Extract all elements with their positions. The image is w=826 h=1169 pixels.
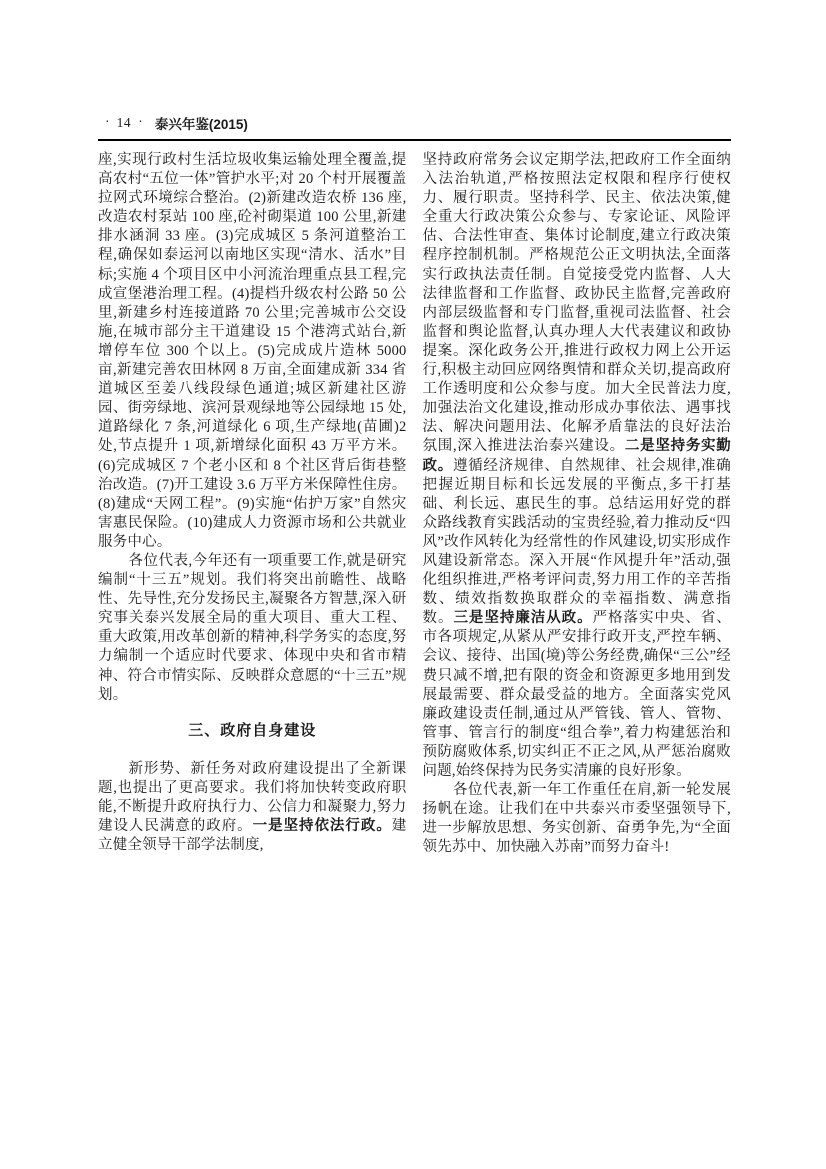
bold-point-3-clean-governance: 三是坚持廉洁从政。	[453, 610, 593, 627]
page-number: 14	[116, 115, 132, 130]
paragraph-government-cont-2: 遵循经济规律、自然规律、社会规律,准确把握近期目标和长远发展的平衡点,多干打基础、利长远、惠民生的事。总结运用好党的群众路线教育实践活动的宝贵经验,着力推动反“四风”改作风转化为经常性的作风建设,切实形成作风建设新常态。深入开展“作风提升年”活动,强化组织推进,严格考评问责,努力用工作的辛苦指数、绩效指数换取群众的幸福指数、满意指数。	[422, 457, 731, 627]
paragraph-government-cont-1: 坚持政府常务会议定期学法,把政府工作全面纳入法治轨道,严格按照法定权限和程序行使权力、履行职责。坚持科学、民主、依法决策,健全重大行政决策公众参与、专家论证、风险评估、合法性审查、集体讨论制度,建立行政决策程序控制机制。严格规范公正文明执法,全面落实行政执法责任制。自觉接受党内监督、人大法律监督和工作监督、政协民主监督,完善政府内部层级监督和专门监督,重视司法监督、社会监督和舆论监督,认真办理人大代表建议和政协提案。深化政务公开,推进行政权力网上公开运行,积极主动回应网络舆情和群众关切,提高政府工作透明度和公众参与度。加大全民普法力度,加强法治文化建设,推动形成办事依法、遇事找法、解决问题用法、化解矛盾靠法的良好法治氛围,深入推进法治泰兴建设。	[422, 152, 731, 455]
bold-point-2-pragmatic-diligence: 二是坚持务实勤政。	[422, 438, 731, 474]
text-columns	[98, 151, 731, 857]
paragraph-government-lead: 新形势、新任务对政府建设提出了全新课题,也提出了更高要求。我们将加快转变政府职能,不断提升政府执行力、公信力和凝聚力,努力建设人民满意的政府。	[98, 760, 407, 835]
header-rule	[98, 139, 731, 141]
page-header	[98, 112, 731, 134]
right-column	[423, 151, 732, 857]
book-title: 泰兴年鉴(2015)	[154, 117, 248, 132]
bold-point-1-rule-of-law: 一是坚持依法行政。	[252, 818, 392, 835]
paragraph-closing: 各位代表,新一年工作重任在肩,新一轮发展扬帆在途。让我们在中共泰兴市委坚强领导下,进一步解放思想、务实创新、奋勇争先,为“全面领先苏中、加快融入苏南”而努力奋斗!	[422, 782, 731, 856]
left-column	[98, 151, 407, 857]
page-number-dot-left: ·	[105, 115, 110, 130]
paragraph-government-building	[98, 760, 407, 855]
paragraph-government-cont-3: 严格落实中央、省、市各项规定,从紧从严安排行政开支,严控车辆、会议、接待、出国(境)等公务经费,确保“三公”经费只减不增,把有限的资金和资源更多地用到发展最需要、群众最受益的地方。全面落实党风廉政建设责任制,通过从严管钱、管人、管物、管事、管言行的制度“组合拳”,着力构建惩治和预防腐败体系,切实纠正不正之风,从严惩治腐败问题,始终保持为民务实清廉的良好形象。	[422, 610, 731, 779]
paragraph-government-building-continued	[423, 151, 732, 781]
page-number-dot-right: ·	[138, 115, 143, 130]
paragraph-government-tail: 建立健全领导干部学法制度,	[98, 818, 407, 854]
paragraph-achievements-continued: 座,实现行政村生活垃圾收集运输处理全覆盖,提高农村“五位一体”管护水平;对 20 个村开展覆盖拉网式环境综合整治。(2)新建改造农桥 136 座,改造农村泵站 100 座,砼衬砌渠道 100 公里,新建排水涵洞 33 座。(3)完成城区 5 条河道整治工程,确保如泰运河以南地区实现“清水、活水”目标;实施 4 个项目区中小河流治理重点县工程,完成宣堡港治理工程。(4)提档升级农村公路 50 公里,新建乡村连接道路 70 公里;完善城市公交设施,在城市部分主干道建设 15 个港湾式站台,新增停车位 300 个以上。(5)完成成片造林 5000 亩,新建完善农田林网 8 万亩,全面建成新 334 省道城区至姜八线段绿色通道;城区新建社区游园、街旁绿地、滨河景观绿地等公园绿地 15 处,道路绿化 7 条,河道绿化 6 项,生产绿地(苗圃)2 处,节点提升 1 项,新增绿化面积 43 万平方米。(6)完成城区 7 个老小区和 8 个社区背后街巷整治改造。(7)开工建设 3.6 万平方米保障性住房。(8)建成“天网工程”。(9)实施“佑护万家”自然灾害惠民保险。(10)建成人力资源市场和公共就业服务中心。	[98, 152, 407, 550]
paragraph-135-plan: 各位代表,今年还有一项重要工作,就是研究编制“十三五”规划。我们将突出前瞻性、战略性、先导性,充分发扬民主,凝聚各方智慧,深入研究事关泰兴发展全局的重大项目、重大工程、重大政策,用改革创新的精神,科学务实的态度,努力编制一个适应时代要求、体现中央和省市精神、符合市情实际、反映群众意愿的“十三五”规划。	[98, 552, 407, 703]
section-heading-government-self-construction: 三、政府自身建设	[188, 721, 317, 739]
